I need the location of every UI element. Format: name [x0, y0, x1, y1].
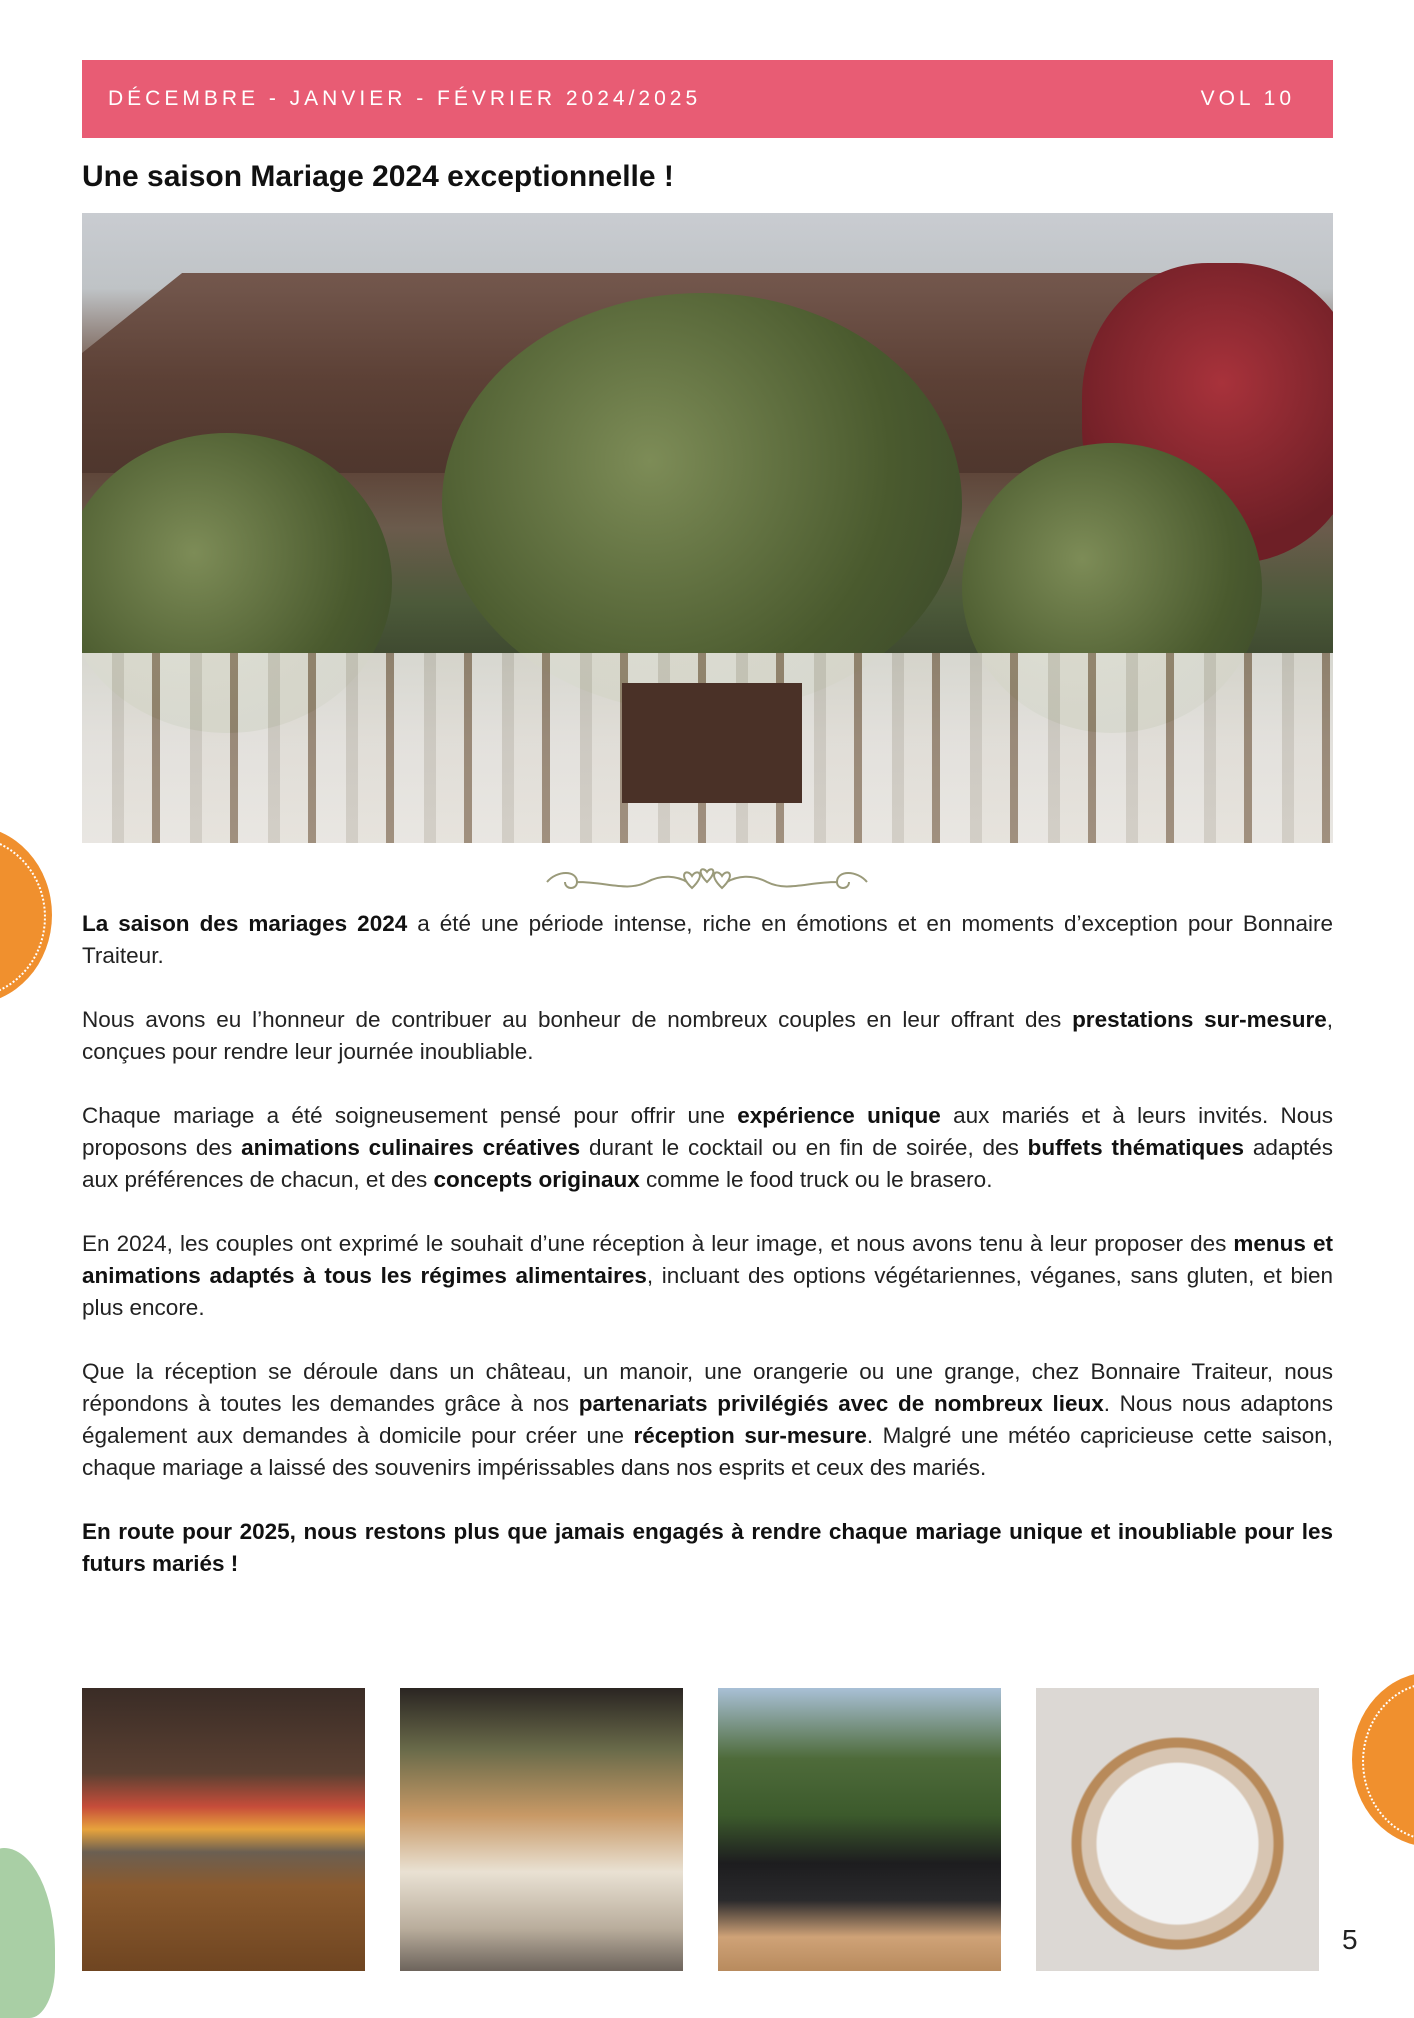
wedding-courtyard-photo [82, 213, 1333, 843]
article-title: Une saison Mariage 2024 exceptionnelle ! [82, 160, 674, 193]
paragraph-diets [82, 1228, 1333, 1324]
chef-carving-photo [718, 1688, 1001, 1971]
candle-planter [622, 683, 802, 803]
paragraph-text: a été une période intense, riche en émotions et en moments d’exception pour Bonnaire Traiteur. [82, 911, 1333, 968]
article-body [82, 908, 1333, 1612]
paragraph-text: Chaque mariage a été soigneusement pensé pour offrir une [82, 1103, 738, 1128]
paragraph-closing: En route pour 2025, nous restons plus que jamais engagés à rendre chaque mariage unique et inoubliable pour les futurs mariés ! [82, 1519, 1333, 1576]
bold-phrase: buffets thématiques [1027, 1135, 1245, 1160]
bold-phrase: réception sur-mesure [633, 1423, 867, 1448]
paragraph-text: comme le food truck ou le brasero. [639, 1167, 993, 1192]
paragraph-text: Nous avons eu l’honneur de contribuer au bonheur de nombreux couples en leur offrant des [82, 1007, 1073, 1032]
paragraph-text: , conçues pour rendre leur journée inoubliable. [82, 1007, 1333, 1064]
bold-phrase: concepts originaux [433, 1167, 640, 1192]
paragraph-honour [82, 1004, 1333, 1068]
bold-phrase: La saison des mariages 2024 [82, 911, 408, 936]
paragraph-text: . Malgré une météo capricieuse cette saison, chaque mariage a laissé des souvenirs impérissables dans nos esprits et ceux des mariés. [82, 1423, 1334, 1480]
paragraph-text: durant le cocktail ou en fin de soirée, des [580, 1135, 1028, 1160]
paragraph-text: En 2024, les couples ont exprimé le souhait d’une réception à leur image, et nous avons tenu à leur proposer des [82, 1231, 1234, 1256]
bold-phrase: animations culinaires créatives [241, 1135, 581, 1160]
paragraph-experience [82, 1100, 1333, 1196]
round-table-overhead-photo [1036, 1688, 1319, 1971]
paragraph-venues [82, 1356, 1333, 1484]
reception-hall-photo [400, 1688, 683, 1971]
dotted-ring-decoration [0, 836, 46, 998]
bold-phrase: prestations sur-mesure [1072, 1007, 1327, 1032]
bold-phrase: expérience unique [737, 1103, 941, 1128]
green-blob-decoration [0, 1848, 55, 2018]
paragraph-text: aux mariés et à leurs invités. Nous proposons des [82, 1103, 1333, 1160]
paragraph-intro [82, 908, 1333, 972]
bold-phrase: menus et animations adaptés à tous les régimes alimentaires [82, 1231, 1333, 1288]
table-setting-photo [82, 1688, 365, 1971]
page-number: 5 [1342, 1924, 1358, 1955]
paragraph-text: Que la réception se déroule dans un château, un manoir, une orangerie ou une grange, chez Bonnaire Traiteur, nous répondons à toutes les demandes grâce à nos [82, 1359, 1333, 1416]
paragraph-text: , incluant des options végétariennes, véganes, sans gluten, et bien plus encore. [82, 1263, 1334, 1320]
paragraph-text: . Nous nous adaptons également aux demandes à domicile pour créer une [82, 1391, 1333, 1448]
ornament-divider [537, 862, 877, 902]
edition-header-bar [82, 60, 1333, 138]
edition-dates: DÉCEMBRE - JANVIER - FÉVRIER 2024/2025 [108, 87, 702, 110]
volume-number: VOL 10 [1200, 87, 1295, 110]
paragraph-text: adaptés aux préférences de chacun, et des [82, 1135, 1333, 1192]
center-tree [442, 293, 962, 713]
bold-phrase: partenariats privilégiés avec de nombreux lieux [578, 1391, 1104, 1416]
